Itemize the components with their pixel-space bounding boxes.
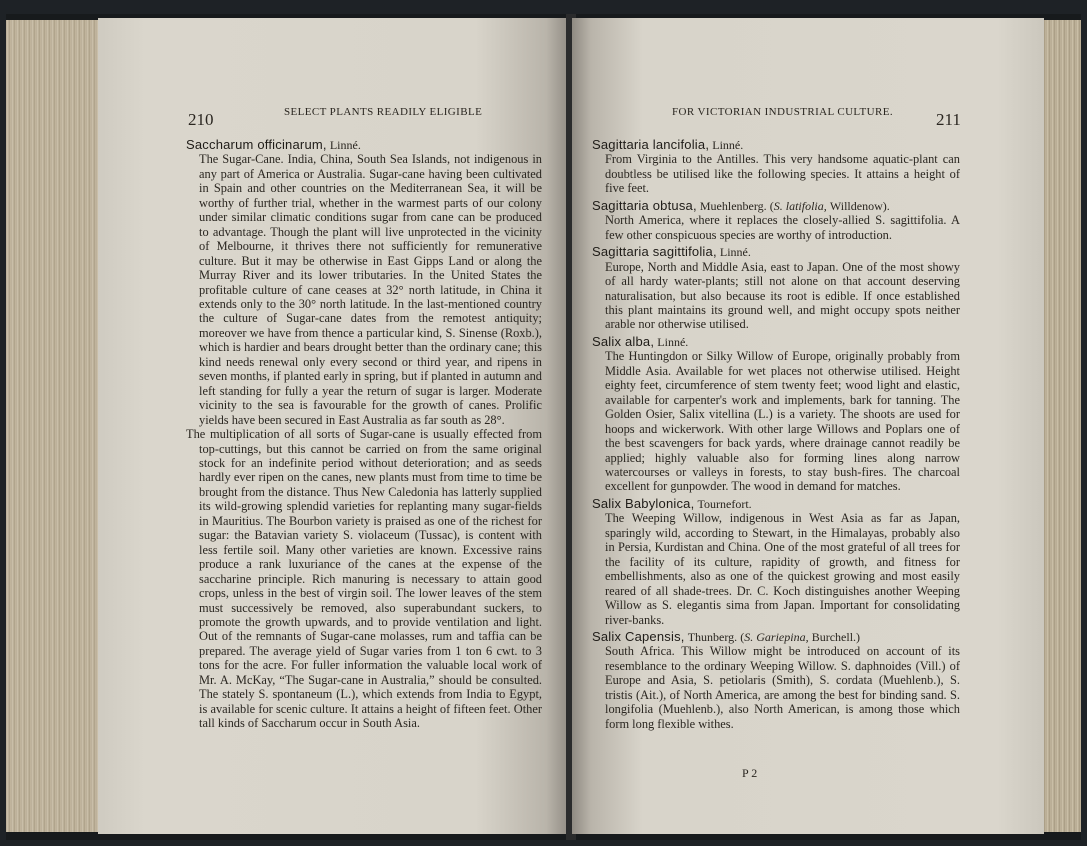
species-name: Sagittaria obtusa, xyxy=(592,197,697,213)
synonym-name: S. Gariepina, xyxy=(744,629,809,644)
open-book xyxy=(6,14,1081,840)
entry-text: North America, where it replaces the closely-allied S. sagittifolia. A few other conspicuous species are worthy of introduction. xyxy=(605,213,960,242)
entry-heading: Salix Capensis, Thunberg. (S. Gariepina, Burchell.) xyxy=(592,628,861,644)
species-author: Muehlenberg. xyxy=(699,198,767,213)
species-name: Salix alba, xyxy=(592,333,655,349)
species-author: Linné. xyxy=(712,138,744,152)
species-name: Saccharum officinarum, xyxy=(186,137,327,152)
species-name: Sagittaria lancifolia, xyxy=(592,137,710,152)
entry-salix-alba xyxy=(592,335,960,494)
entry-sagittaria-sagittifolia xyxy=(592,245,960,332)
entry-text: The Weeping Willow, indigenous in West Asia as far as Japan, sparingly wild, according to Stewart, in the Himalayas, probably also in Persia, Kurdistan and China. One of the most grateful of all trees for the facility of its culture, rapidity of growth, and fitness for embellishments, also as one of the quickest growing and most easily reared of all shade-trees. Dr. C. Koch distinguishes another Weeping Willow as S. elegantis sima from Japan. Important for consolidating river-banks. xyxy=(605,511,960,627)
signature-mark: P 2 xyxy=(742,766,758,780)
species-name: Salix Capensis, xyxy=(592,628,685,644)
entry-text: Europe, North and Middle Asia, east to Japan. One of the most showy of all hardy water-plants; still not alone on that account deserving naturalisation, but also because its root is edible. If once established this plant maintains its ground well, and might occupy spots neither arable nor otherwise utilised. xyxy=(605,259,960,332)
species-name: Salix Babylonica, xyxy=(592,495,695,511)
entry-heading: Sagittaria obtusa, Muehlenberg. (S. latifolia, Willdenow). xyxy=(592,197,890,213)
page-edges-right xyxy=(1041,20,1081,832)
right-page xyxy=(572,18,1044,834)
entry-text: The Sugar-Cane. India, China, South Sea Islands, not indigenous in any part of America or Australia. Sugar-cane having been cultivated in Spain and other countries on the Mediterranean Sea, it will be worthy of further trial, whether in the warmest parts of our colony under similar climatic conditions sugar from cane can be produced to advantage. Though the plant will live unprotected in the vicinity of Melbourne, it thrives there not sufficiently for remunerative culture. But it may be otherwise in East Gipps Land or along the Murray River and its lower tributaries. In the United States the profitable culture of cane ceases at 32° north latitude, in China it extends only to the 30° north latitude. In the last-mentioned country the culture of Sugar-cane dates from the remotest antiquity; moreover we have from thence a particular kind, S. Sinense (Roxb.), which is hardier and bears drought better than the ordinary cane; this kind needs renewal only every second or third year, and ripens in seven months, if planted early in spring, but if planted in autumn and left standing for fully a year the return of sugar is larger. Moderate vicinity to the sea is favourable for the growth of canes. Prolific yields have been secured in East Australia as far south as 28°. xyxy=(199,152,542,427)
entry-salix-capensis xyxy=(592,630,960,731)
species-author: Linné. xyxy=(719,245,751,260)
entry-saccharum-officinarum xyxy=(186,138,542,731)
species-author: Tournefort. xyxy=(697,496,752,511)
entry-heading xyxy=(592,245,960,259)
entry-sagittaria-obtusa xyxy=(592,199,960,242)
entry-heading xyxy=(592,497,960,511)
species-name: Sagittaria sagittifolia, xyxy=(592,244,717,260)
synonym-author: Burchell.) xyxy=(811,629,861,644)
entry-text: From Virginia to the Antilles. This very handsome aquatic-plant can doubtless be utilised like the following species. It attains a height of five feet. xyxy=(605,152,960,196)
entry-heading xyxy=(186,138,542,152)
synonym-author: Willdenow). xyxy=(829,198,890,213)
entry-salix-babylonica xyxy=(592,497,960,627)
page-number: 210 xyxy=(188,110,214,129)
species-author: Linné. xyxy=(329,138,361,152)
page-number: 211 xyxy=(936,110,961,129)
running-head: FOR VICTORIAN INDUSTRIAL CULTURE. xyxy=(672,106,893,118)
entry-heading xyxy=(592,335,960,349)
entry-text-continued: The multiplication of all sorts of Sugar-cane is usually effected from top-cuttings, but this cannot be carried on from the same original stock for an indefinite period without deterioration; and as seeds hardly ever ripen on the canes, new plants must from time to time be brought from the distance. Thus New Caledonia has latterly supplied its wild-growing splendid varieties for replanting many sugar-fields in Mauritius. The Bourbon variety is praised as one of the richest for sugar: the Batavian variety S. violaceum (Tussac), is content with less fertile soil. Many other varieties are known. Excessive rains produce a rank luxuriance of the canes at the expense of the saccharine principle. Rich manuring is necessary to attain good crops, unless in the best of virgin soil. The lower leaves of the stem must successively be removed, also superabundant suckers, to promote the growth upwards, and to provide ventilation and light. Out of the remnants of Sugar-cane molasses, rum and taffia can be prepared. The average yield of Sugar varies from 1 ton 6 cwt. to 3 tons for the acre. For fuller information the valuable local work of Mr. A. McKay, “The Sugar-cane in Australia,” should be consulted. The stately S. spontaneum (L.), which extends from India to Egypt, is available for scenic culture. It attains a height of fifteen feet. Other tall kinds of Saccharum occur in South Asia. xyxy=(186,427,542,731)
synonym-name: S. latifolia, xyxy=(773,198,827,213)
page-edges-left xyxy=(6,20,102,832)
species-author: Thunberg. xyxy=(687,629,738,644)
running-head: SELECT PLANTS READILY ELIGIBLE xyxy=(284,106,483,118)
right-page-content xyxy=(592,138,960,734)
entry-text: The Huntingdon or Silky Willow of Europe, originally probably from Middle Asia. Available for wet places not otherwise utilised. Height eighty feet, circumference of stem twenty feet; wood light and elastic, available for carpenter's work and implements, bark for tanning. The Golden Osier, Salix vitellina (L.) is a variety. The shoots are used for hoops and wickerwork. With other large Willows and Poplars one of the best scavengers for back yards, where drainage cannot readily be applied; highly valuable also for forming lines along narrow watercourses or valleys in forests, to stay bush-fires. The charcoal excellent for gunpowder. The wood in demand for matches. xyxy=(605,349,960,494)
left-page-content xyxy=(186,138,542,734)
entry-heading xyxy=(592,138,960,152)
entry-sagittaria-lancifolia xyxy=(592,138,960,196)
left-page xyxy=(98,18,570,834)
entry-text: South Africa. This Willow might be introduced on account of its resemblance to the ordinary Weeping Willow. S. daphnoides (Vill.) of Europe and Asia, S. petiolaris (Smith), S. cordata (Muehlenb.), S. tristis (Ait.), of North America, are among the best for binding sand. S. longifolia (Muehlenb.), also North American, is among those which form long flexible withes. xyxy=(605,644,960,731)
species-author: Linné. xyxy=(657,334,689,349)
